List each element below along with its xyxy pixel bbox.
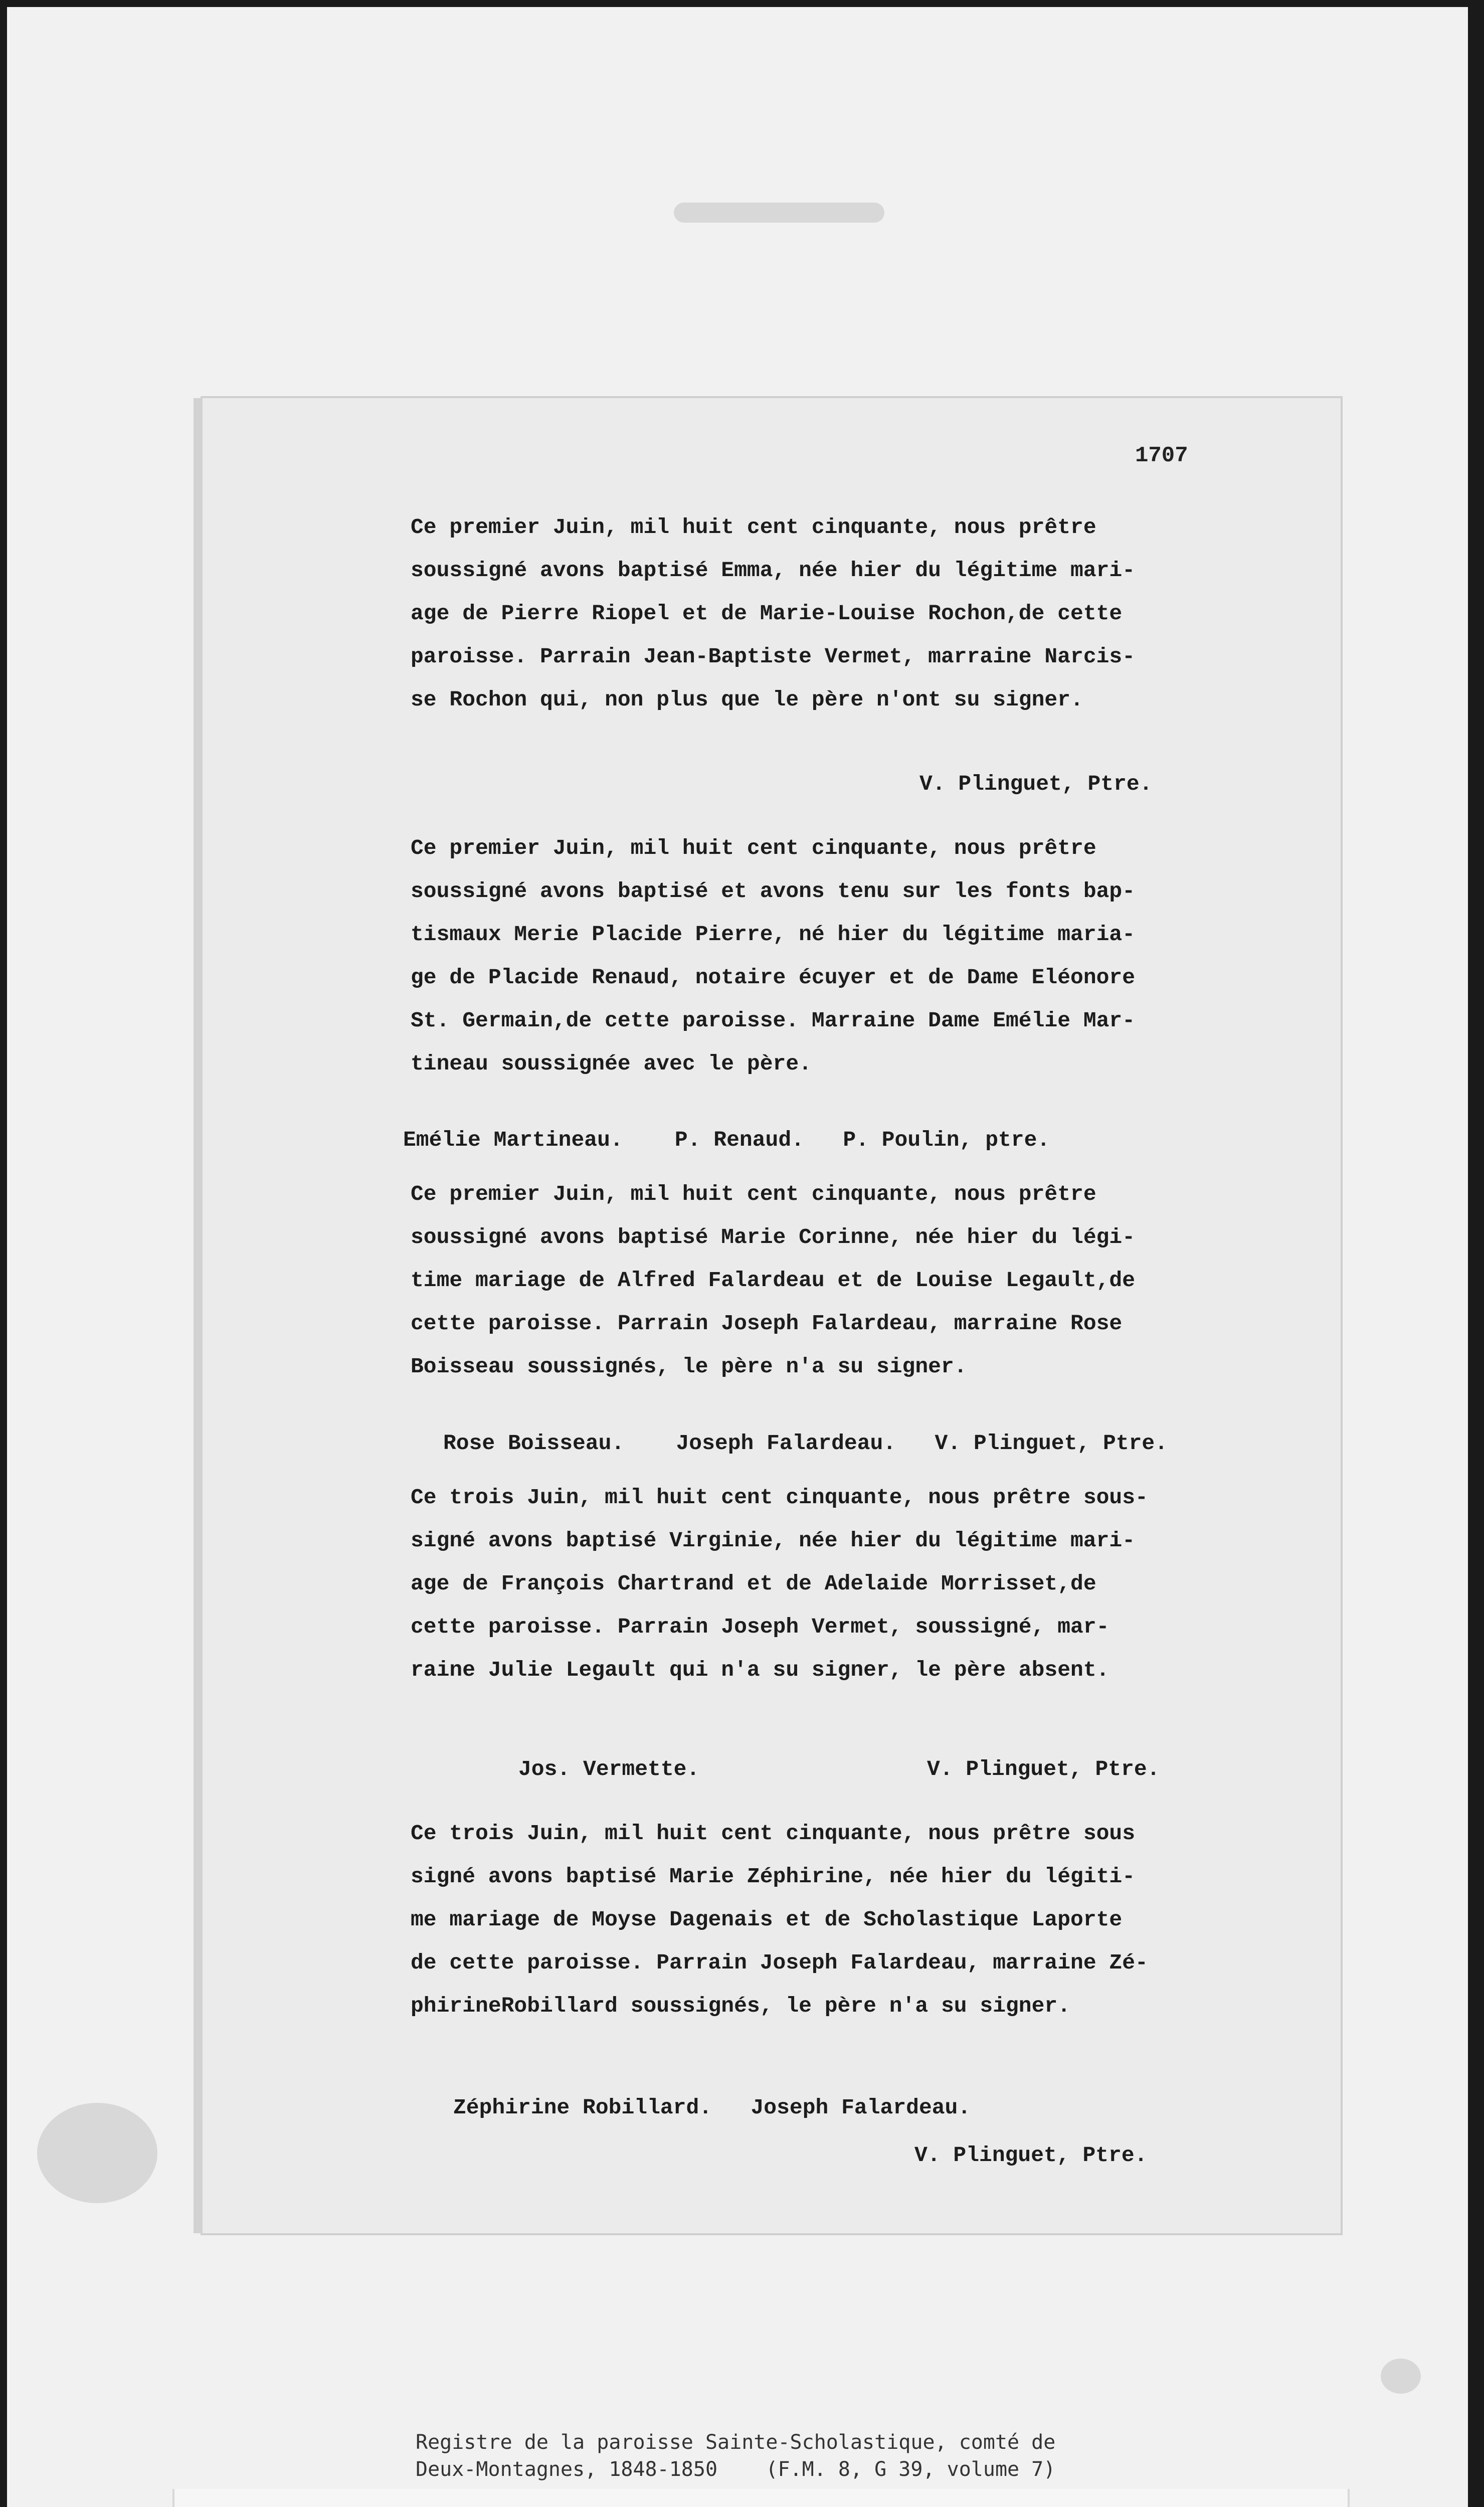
entry-line: paroisse. Parrain Jean-Baptiste Vermet, marraine Narcis- <box>411 644 1136 669</box>
entry-line: ge de Placide Renaud, notaire écuyer et de Dame Eléonore <box>411 965 1136 990</box>
microfilm-frame <box>7 7 1468 2507</box>
baptism-entry <box>411 1812 1263 2028</box>
signatures-line: Rose Boisseau. Joseph Falardeau. V. Plinguet, Ptre. <box>443 1431 1168 1456</box>
priest-signature: V. Plinguet, Ptre. <box>919 772 1153 796</box>
signatures-line: Emélie Martineau. P. Renaud. P. Poulin, ptre. <box>403 1128 1050 1152</box>
baptism-entry <box>411 827 1263 1086</box>
register-caption <box>416 2429 1118 2483</box>
page-number: 1707 <box>1135 443 1188 468</box>
entry-line: signé avons baptisé Marie Zéphirine, née hier du légiti- <box>411 1864 1136 1889</box>
entry-line: Ce trois Juin, mil huit cent cinquante, nous prêtre sous <box>411 1821 1136 1846</box>
entry-line: St. Germain,de cette paroisse. Marraine Dame Emélie Mar- <box>411 1008 1136 1033</box>
entry-line: Ce premier Juin, mil huit cent cinquante, nous prêtre <box>411 1182 1096 1206</box>
register-page <box>203 398 1341 2233</box>
entry-line: Boisseau soussignés, le père n'a su signer. <box>411 1354 967 1379</box>
entry-line: se Rochon qui, non plus que le père n'ont su signer. <box>411 687 1083 712</box>
signatures-line: Zéphirine Robillard. Joseph Falardeau. <box>453 2095 971 2120</box>
entry-line: raine Julie Legault qui n'a su signer, le père absent. <box>411 1658 1109 1682</box>
entry-line: cette paroisse. Parrain Joseph Vermet, soussigné, mar- <box>411 1615 1109 1639</box>
entry-line: me mariage de Moyse Dagenais et de Scholastique Laporte <box>411 1907 1123 1932</box>
entry-line: soussigné avons baptisé Emma, née hier du légitime mari- <box>411 558 1136 583</box>
entry-line: time mariage de Alfred Falardeau et de Louise Legault,de <box>411 1268 1136 1293</box>
entry-line: phirineRobillard soussignés, le père n'a su signer. <box>411 1994 1071 2018</box>
entry-line: signé avons baptisé Virginie, née hier du légitime mari- <box>411 1528 1136 1553</box>
entry-line: cette paroisse. Parrain Joseph Falardeau, marraine Rose <box>411 1311 1123 1336</box>
entry-line: tismaux Merie Placide Pierre, né hier du légitime maria- <box>411 922 1136 947</box>
entry-line: Ce premier Juin, mil huit cent cinquante, nous prêtre <box>411 836 1096 860</box>
film-smudge <box>674 203 884 223</box>
godfather-signature: Jos. Vermette. <box>518 1757 700 1781</box>
priest-signature: V. Plinguet, Ptre. <box>927 1757 1160 1781</box>
caption-line: Deux-Montagnes, 1848-1850 (F.M. 8, G 39, volume 7) <box>416 2458 1056 2481</box>
entry-line: soussigné avons baptisé Marie Corinne, née hier du légi- <box>411 1225 1136 1249</box>
baptism-entry <box>411 1173 1263 1388</box>
entry-line: soussigné avons baptisé et avons tenu sur les fonts bap- <box>411 879 1136 904</box>
entry-line: tineau soussignée avec le père. <box>411 1051 812 1076</box>
priest-signature: V. Plinguet, Ptre. <box>914 2143 1148 2168</box>
archives-stamp <box>172 2489 1350 2507</box>
caption-line: Registre de la paroisse Sainte-Scholastique, comté de <box>416 2431 1056 2454</box>
baptism-entry <box>411 1476 1263 1692</box>
entry-line: de cette paroisse. Parrain Joseph Falardeau, marraine Zé- <box>411 1950 1148 1975</box>
entry-line: age de François Chartrand et de Adelaide Morrisset,de <box>411 1571 1096 1596</box>
baptism-entry <box>411 506 1263 722</box>
film-smudge <box>1381 2359 1421 2394</box>
film-smudge <box>37 2103 157 2203</box>
entry-line: Ce trois Juin, mil huit cent cinquante, nous prêtre sous- <box>411 1485 1148 1510</box>
entry-line: Ce premier Juin, mil huit cent cinquante, nous prêtre <box>411 515 1096 540</box>
entry-line: age de Pierre Riopel et de Marie-Louise Rochon,de cette <box>411 601 1123 626</box>
